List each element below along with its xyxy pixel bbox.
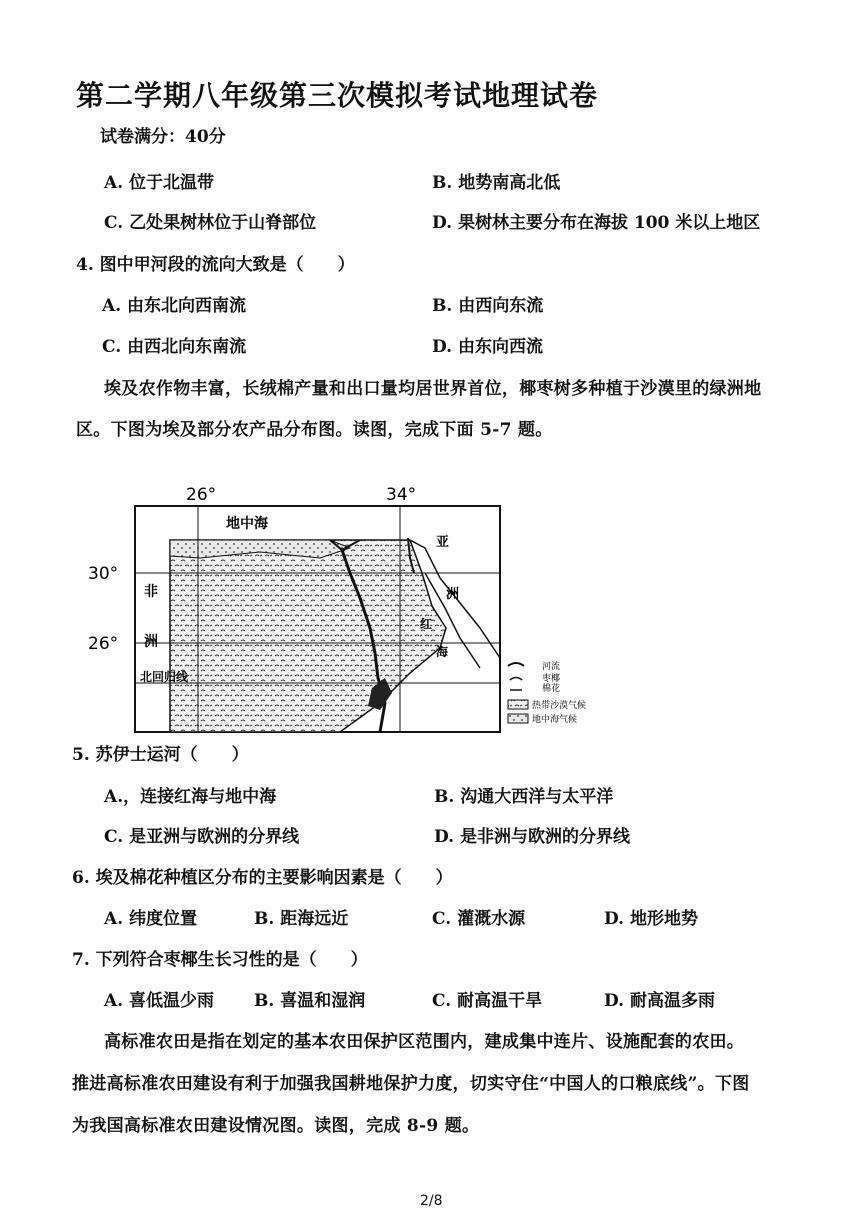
legend-palm: 枣椰: [542, 674, 561, 684]
q6-option-d: D. 地形地势: [604, 909, 698, 929]
question-5-stem: 5. 苏伊士运河（ ）: [72, 745, 249, 765]
q7-option-d: D. 耐高温多雨: [604, 991, 715, 1011]
label-asia-1: 亚: [436, 535, 450, 550]
q7-option-b: B. 喜温和湿润: [254, 991, 366, 1011]
legend-med: 地中海气候: [532, 715, 578, 725]
lat-label-30: 30°: [88, 564, 119, 584]
q6-option-b: B. 距海远近: [254, 909, 349, 929]
q6-option-c: C. 灌溉水源: [432, 909, 526, 929]
option-c: C. 乙处果树林位于山脊部位: [104, 213, 317, 233]
intro-8-9-line1: 高标准农田是指在划定的基本农田保护区范围内，建成集中连片、设施配套的农田。: [104, 1032, 745, 1052]
label-tropic: 北回归线: [140, 670, 189, 684]
legend-med-swatch: [508, 714, 528, 723]
legend-desert: 热带沙漠气候: [532, 701, 587, 711]
question-7-stem: 7. 下列符合枣椰生长习性的是（ ）: [72, 950, 368, 970]
intro-8-9-line2: 推进高标准农田建设有利于加强我国耕地保护力度，切实守住“中国人的口粮底线”。下图: [72, 1074, 750, 1094]
option-a: A. 位于北温带: [104, 173, 215, 193]
label-red-2: 海: [436, 645, 449, 659]
legend-river: 河流: [542, 662, 561, 672]
intro-8-9-line3: 为我国高标准农田建设情况图。读图，完成 8-9 题。: [72, 1116, 480, 1136]
label-africa-2: 洲: [144, 634, 158, 650]
map-legend: [508, 660, 586, 725]
lon-label-26: 26°: [186, 485, 217, 505]
legend-river-icon: [508, 663, 524, 666]
egypt-agriculture-map: [80, 478, 640, 740]
question-6-stem: 6. 埃及棉花种植区分布的主要影响因素是（ ）: [72, 868, 453, 888]
lon-label-34: 34°: [386, 485, 417, 505]
score-line: 试卷满分：40分: [100, 127, 226, 147]
legend-palm-icon: [510, 678, 522, 681]
q5-option-d: D. 是非洲与欧洲的分界线: [434, 827, 630, 847]
label-red-1: 红: [420, 617, 433, 631]
q7-option-a: A. 喜低温少雨: [104, 991, 215, 1011]
label-asia-2: 洲: [446, 587, 460, 602]
label-mediterranean: 地中海: [226, 516, 268, 532]
q5-option-a: A.，连接红海与地中海: [104, 787, 277, 807]
q5-option-b: B. 沟通大西洋与太平洋: [434, 787, 614, 807]
intro-5-7-line1: 埃及农作物丰富，长绒棉产量和出口量均居世界首位，椰枣树多种植于沙漠里的绿洲地: [104, 379, 762, 399]
option-d: D. 果树林主要分布在海拔 100 米以上地区: [432, 213, 761, 233]
q5-option-c: C. 是亚洲与欧洲的分界线: [104, 827, 300, 847]
option-b: B. 地势南高北低: [432, 173, 561, 193]
page-number: 2/8: [420, 1193, 443, 1209]
page-title: 第二学期八年级第三次模拟考试地理试卷: [76, 79, 599, 112]
q4-option-c: C. 由西北向东南流: [102, 337, 247, 357]
legend-cotton: 棉花: [542, 684, 561, 694]
question-4-stem: 4. 图中甲河段的流向大致是（ ）: [76, 255, 355, 275]
label-africa-1: 非: [144, 584, 158, 600]
q7-option-c: C. 耐高温干旱: [432, 991, 543, 1011]
legend-desert-swatch: [508, 700, 528, 709]
lat-label-26: 26°: [88, 634, 119, 654]
intro-5-7-line2: 区。下图为埃及部分农产品分布图。读图，完成下面 5-7 题。: [76, 420, 553, 440]
q4-option-a: A. 由东北向西南流: [102, 296, 247, 316]
q4-option-d: D. 由东向西流: [432, 337, 543, 357]
q6-option-a: A. 纬度位置: [104, 909, 198, 929]
q4-option-b: B. 由西向东流: [432, 296, 544, 316]
